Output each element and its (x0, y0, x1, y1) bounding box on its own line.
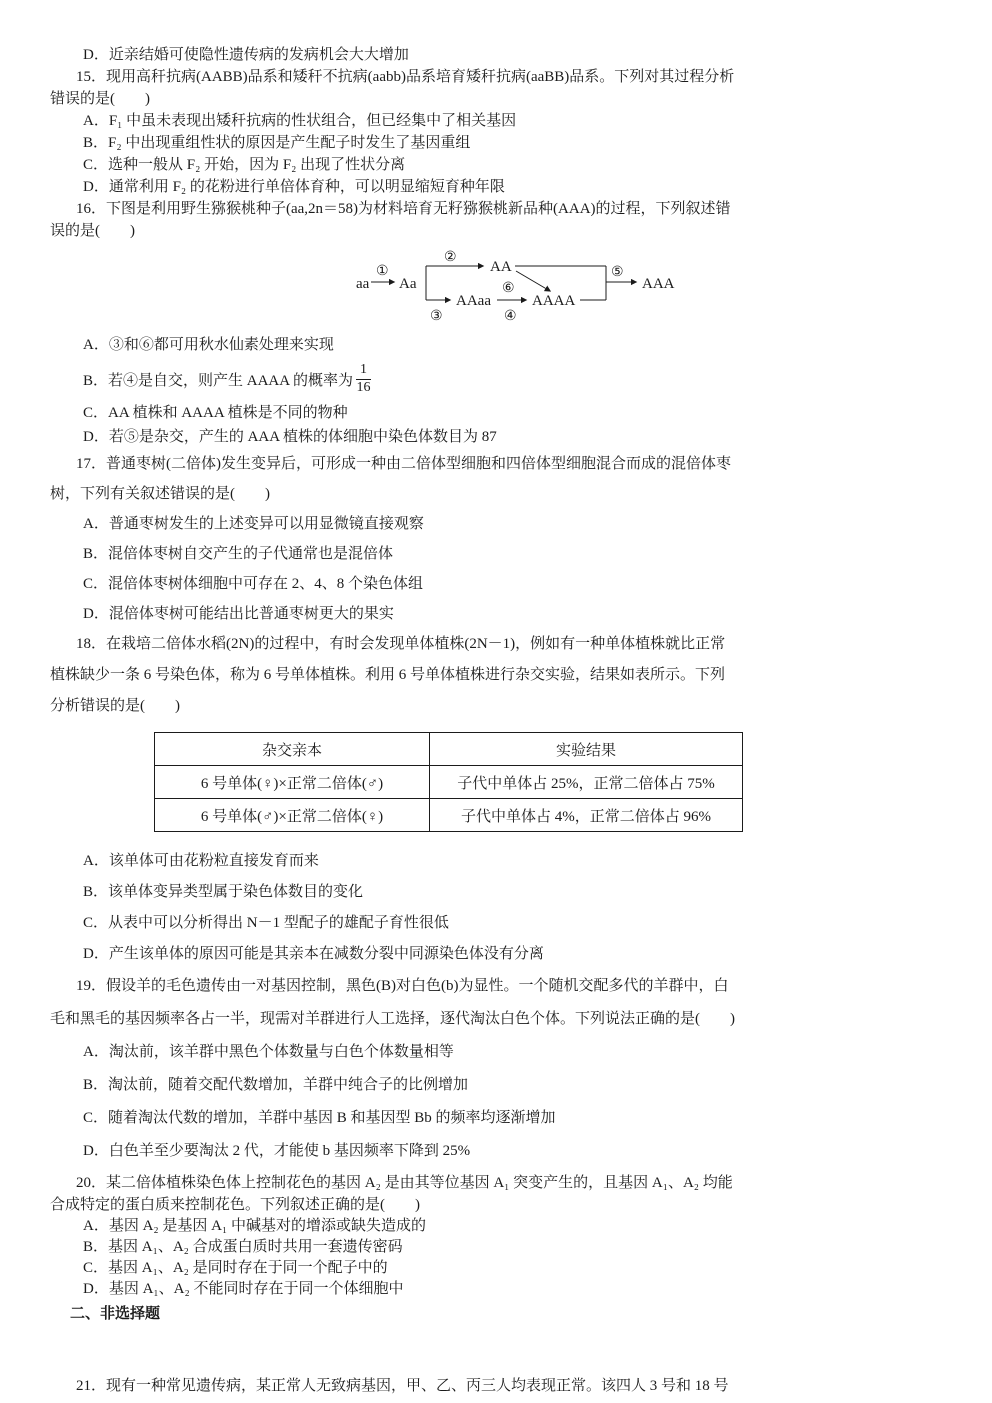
q18-option-c: C．从表中可以分析得出 N－1 型配子的雄配子育性很低 (83, 915, 449, 931)
q15-option-b: B．F₂ 中出现重组性状的原因是产生配子时发生了基因重组 (83, 135, 471, 151)
q15-stem-line-2: 错误的是( ) (50, 91, 150, 107)
q18-results-table (154, 732, 743, 832)
section-2-title: 二、非选择题 (70, 1305, 161, 1322)
block-q17 (50, 449, 944, 629)
q18-stem-line-2: 植株缺少一条 6 号染色体，称为 6 号单体植株。利用 6 号单体植株进行杂交实验，结果如表所示。下列 (50, 667, 726, 683)
q18-option-d: D．产生该单体的原因可能是其亲本在减数分裂中同源染色体没有分离 (83, 946, 544, 962)
block-q20-options (50, 1216, 944, 1300)
step-3-label: ③ (430, 309, 443, 324)
fraction-1-16 (356, 363, 371, 395)
step-5-label: ⑤ (611, 265, 624, 280)
block-q20-stem (50, 1172, 944, 1216)
q18-stem-line-1: 18．在栽培二倍体水稻(2N)的过程中，有时会发现单体植株(2N－1)，例如有一种单体植株就比正常 (76, 636, 726, 652)
table-row (155, 799, 743, 832)
q19-option-c: C．随着淘汰代数的增加，羊群中基因 B 和基因型 Bb 的频率均逐渐增加 (83, 1110, 556, 1126)
block-q18-stem (50, 629, 944, 722)
q19-option-b: B．淘汰前，随着交配代数增加，羊群中纯合子的比例增加 (83, 1077, 469, 1093)
node-Aa: Aa (399, 276, 417, 292)
q19-stem-line-2: 毛和黑毛的基因频率各占一半，现需对羊群进行人工选择，逐代淘汰白色个体。下列说法正确的是( ) (50, 1011, 735, 1027)
q19-option-d: D．白色羊至少要淘汰 2 代，才能使 b 基因频率下降到 25% (83, 1143, 471, 1159)
q17-option-d: D．混倍体枣树可能结出比普通枣树更大的果实 (83, 606, 394, 622)
q16-option-b (50, 358, 944, 400)
step-1-label: ① (376, 264, 389, 279)
table-header-experiment-result: 实验结果 (430, 733, 743, 766)
node-aa: aa (356, 276, 370, 292)
q17-stem-line-2: 树，下列有关叙述错误的是( ) (50, 486, 270, 502)
q16-option-d: D．若⑤是杂交，产生的 AAA 植株的体细胞中染色体数目为 87 (83, 429, 497, 445)
step-6-label: ⑥ (502, 281, 515, 296)
q20-option-c: C．基因 A₁、A₂ 是同时存在于同一个配子中的 (83, 1260, 388, 1276)
q17-option-b: B．混倍体枣树自交产生的子代通常也是混倍体 (83, 546, 394, 562)
block-q16-options (50, 332, 944, 449)
block-q21 (50, 1374, 944, 1395)
q15-stem-line-1: 15．现用高秆抗病(AABB)品系和矮秆不抗病(aabb)品系培育矮秆抗病(aaBB)品系。下列对其过程分析 (76, 69, 735, 85)
node-AA: AA (490, 259, 512, 275)
breeding-diagram-svg (350, 248, 690, 330)
step-4-label: ④ (504, 309, 517, 324)
q16-option-c: C．AA 植株和 AAAA 植株是不同的物种 (83, 405, 348, 421)
q20-stem-line-2: 合成特定的蛋白质来控制花色。下列叙述正确的是( ) (50, 1197, 420, 1213)
q20-option-d: D．基因 A₁、A₂ 不能同时存在于同一个体细胞中 (83, 1281, 404, 1297)
q17-option-a: A．普通枣树发生的上述变异可以用显微镜直接观察 (83, 516, 424, 532)
table-cell-result-1: 子代中单体占 25%，正常二倍体占 75% (430, 766, 743, 799)
table-cell-cross-1: 6 号单体(♀)×正常二倍体(♂) (155, 766, 430, 799)
q19-stem-line-1: 19．假设羊的毛色遗传由一对基因控制，黑色(B)对白色(b)为显性。一个随机交配多代的羊群中，白 (76, 978, 729, 994)
q16-option-b-text: B．若④是自交，则产生 AAAA 的概率为 (83, 372, 354, 389)
node-AAA: AAA (642, 276, 675, 292)
table-header-cross-parents: 杂交亲本 (155, 733, 430, 766)
node-AAaa: AAaa (456, 293, 491, 309)
q14-option-d: D．近亲结婚可使隐性遗传病的发病机会大大增加 (83, 47, 409, 63)
fraction-numerator: 1 (356, 363, 371, 380)
table-cell-result-2: 子代中单体占 4%，正常二倍体占 96% (430, 799, 743, 832)
step-2-label: ② (444, 250, 457, 265)
q16-option-a: A．③和⑥都可用秋水仙素处理来实现 (83, 337, 334, 353)
q20-stem-line-1: 20．某二倍体植株染色体上控制花色的基因 A₂ 是由其等位基因 A₁ 突变产生的，且基因 A₁、A₂ 均能 (76, 1175, 733, 1191)
q21-stem-line-1: 21．现有一种常见遗传病，某正常人无致病基因，甲、乙、丙三人均表现正常。该四人 3 号和 18 号 (76, 1378, 729, 1394)
q17-stem-line-1: 17．普通枣树(二倍体)发生变异后，可形成一种由二倍体型细胞和四倍体型细胞混合而成的混倍体枣 (76, 456, 731, 472)
q16-breeding-diagram (350, 248, 944, 330)
block-q19 (50, 970, 944, 1168)
block-q15 (50, 44, 944, 242)
table-cell-cross-2: 6 号单体(♂)×正常二倍体(♀) (155, 799, 430, 832)
block-q18-options (50, 846, 944, 970)
q15-option-d: D．通常利用 F₂ 的花粉进行单倍体育种，可以明显缩短育种年限 (83, 179, 505, 195)
q20-option-a: A．基因 A₂ 是基因 A₁ 中碱基对的增添或缺失造成的 (83, 1218, 426, 1234)
q18-option-a: A．该单体可由花粉粒直接发育而来 (83, 853, 319, 869)
arrow-step-6-diagonal (516, 271, 550, 291)
q16-stem-line-2: 误的是( ) (50, 223, 135, 239)
table-row (155, 766, 743, 799)
q17-option-c: C．混倍体枣树体细胞中可存在 2、4、8 个染色体组 (83, 576, 424, 592)
fraction-denominator: 16 (356, 379, 371, 395)
q15-option-a: A．F₁ 中虽未表现出矮秆抗病的性状组合，但已经集中了相关基因 (83, 113, 517, 129)
node-AAAA: AAAA (532, 293, 576, 309)
q15-option-c: C．选种一般从 F₂ 开始，因为 F₂ 出现了性状分离 (83, 157, 406, 173)
table-header-row (155, 733, 743, 766)
q19-option-a: A．淘汰前，该羊群中黑色个体数量与白色个体数量相等 (83, 1044, 454, 1060)
q20-option-b: B．基因 A₁、A₂ 合成蛋白质时共用一套遗传密码 (83, 1239, 403, 1255)
q16-stem-line-1: 16．下图是利用野生猕猴桃种子(aa,2n＝58)为材料培育无籽猕猴桃新品种(AAA)的过程，下列叙述错 (76, 201, 731, 217)
q18-stem-line-3: 分析错误的是( ) (50, 698, 180, 714)
q18-option-b: B．该单体变异类型属于染色体数目的变化 (83, 884, 364, 900)
